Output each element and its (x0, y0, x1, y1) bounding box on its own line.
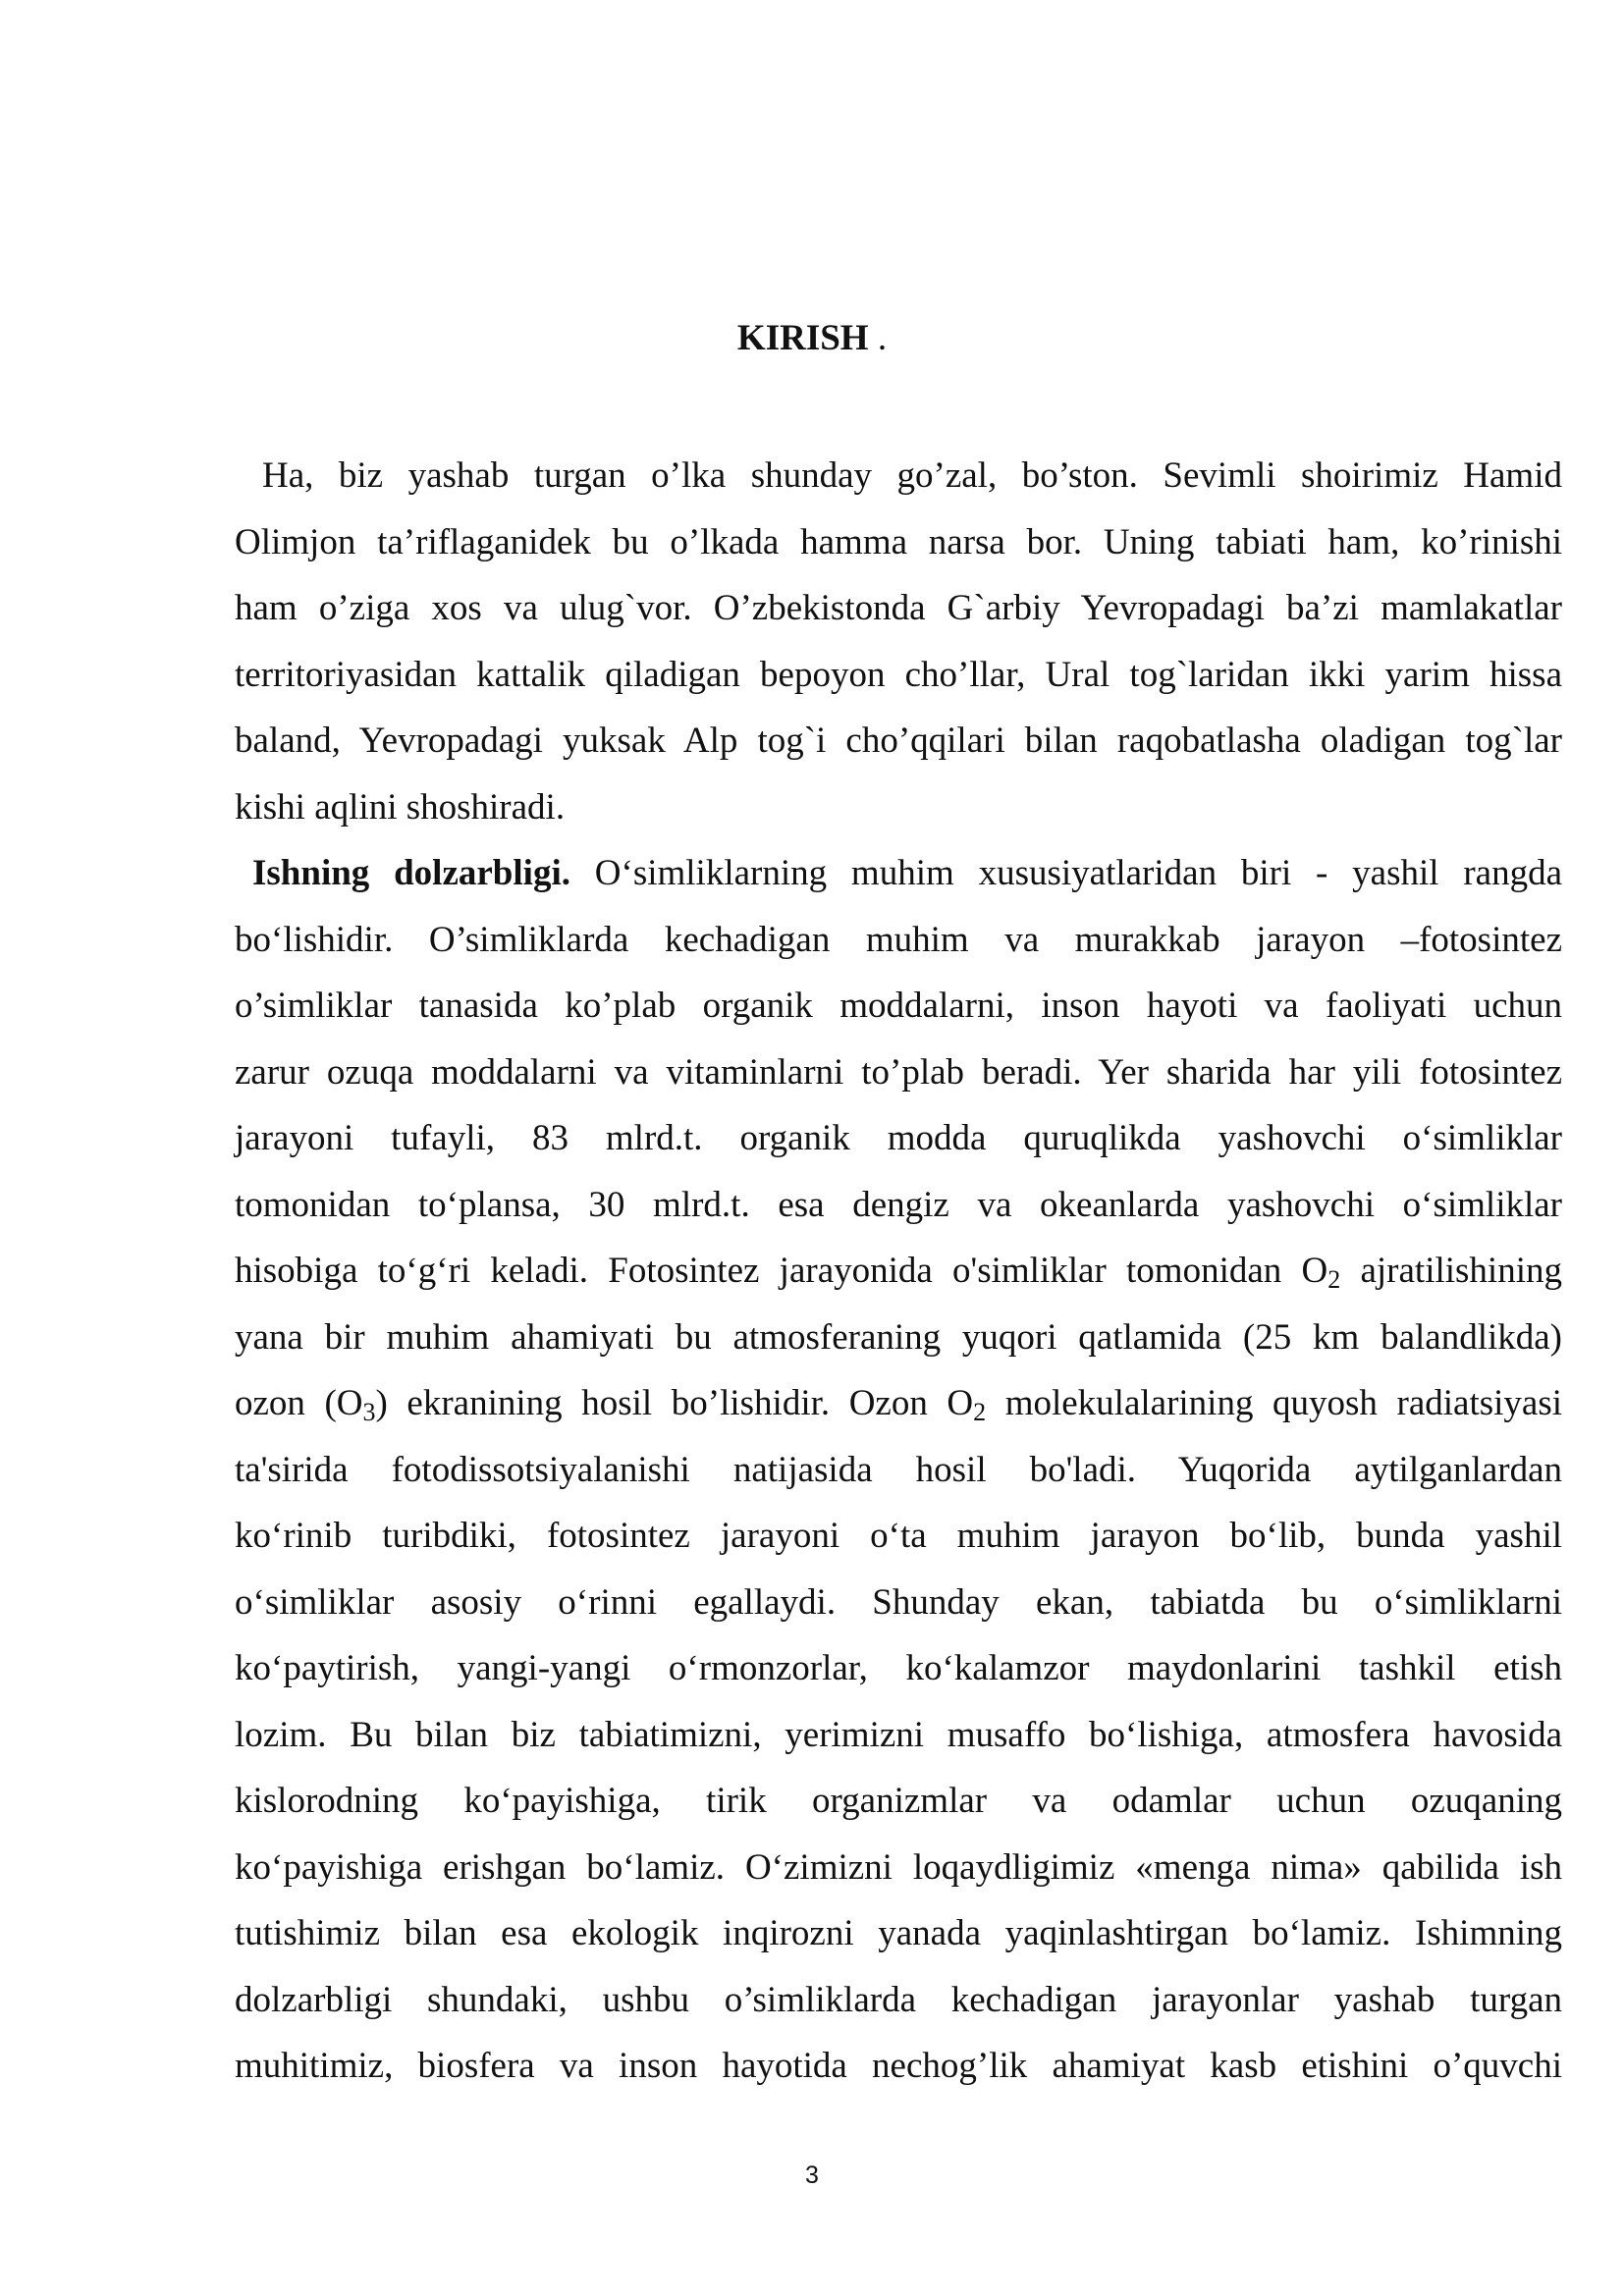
text-line: tomonidan to‘plansa, 30 mlrd.t. esa dengiz va okeanlarda yashovchi o‘simliklar (235, 1184, 1562, 1225)
text-line: o’simliklar tanasida ko’plab organik moddalarni, inson hayoti va faoliyati uchun (235, 986, 1562, 1026)
page-number: 3 (805, 2162, 819, 2189)
section-heading: Ishning dolzarbligi. (252, 853, 570, 893)
text-line: jarayoni tufayli, 83 mlrd.t. organik modda quruqlikda yashovchi o‘simliklar (235, 1118, 1562, 1158)
text-line: kislorodning ko‘payishiga, tirik organizmlar va odamlar uchun ozuqaning (235, 1781, 1562, 1821)
text-line: kishi aqlini shoshiradi. (235, 786, 566, 828)
text-line: ozon $(O_3)$ ekranining hosil bo’lishidir. Ozon $O_2$ molekulalarining quyosh radiatsiyasi (235, 1383, 1562, 1426)
text-line: ko‘paytirish, yangi-yangi o‘rmonzorlar, ko‘kalamzor maydonlarini tashkil etish (235, 1648, 1562, 1688)
page-title (0, 316, 1624, 361)
title-rest: . (868, 318, 888, 358)
text-line: hisobiga to‘g‘ri keladi. Fotosintez jarayonida o'simliklar tomonidan $O_2$ ajratilishining (235, 1251, 1562, 1294)
text-line: yana bir muhim ahamiyati bu atmosferaning yuqori qatlamida (25 km balandlikda) (235, 1316, 1562, 1358)
text-line: ko‘payishiga erishgan bo‘lamiz. O‘zimizni loqaydligimiz «menga nima» qabilida ish (235, 1846, 1562, 1888)
text-line: bo‘lishidir. O’simliklarda kechadigan muhim va murakkab jarayon –fotosintez (235, 919, 1562, 960)
text-line: Ha, biz yashab turgan o’lka shunday go’zal, bo’ston. Sevimli shoirimiz Hamid (262, 455, 1562, 496)
text-line: Olimjon ta’riflaganidek bu o’lkada hamma narsa bor. Uning tabiati ham, ko’rinishi (235, 521, 1562, 562)
text-line: muhitimiz, biosfera va inson hayotida nechog’lik ahamiyat kasb etishini o’quvchi (235, 2046, 1562, 2086)
text-line: territoriyasidan kattalik qiladigan bepoyon cho’llar, Ural tog`laridan ikki yarim hissa (235, 654, 1562, 695)
text-line: baland, Yevropadagi yuksak Alp tog`i cho’qqilari bilan raqobatlasha oladigan tog`lar (235, 721, 1562, 761)
text-line: ham o’ziga xos va ulug`vor. O’zbekistonda G`arbiy Yevropadagi ba’zi mamlakatlar (235, 588, 1562, 628)
text-line: zarur ozuqa moddalarni va vitaminlarni to’plab beradi. Yer sharida har yili fotosintez (235, 1051, 1562, 1093)
text-line: Ishning dolzarbligi. O‘simliklarning muhim xususiyatlaridan biri - yashil rangda (252, 853, 1562, 893)
text-line: dolzarbligi shundaki, ushbu o’simliklarda kechadigan jarayonlar yashab turgan (235, 1979, 1562, 2020)
text-line: o‘simliklar asosiy o‘rinni egallaydi. Shunday ekan, tabiatda bu o‘simliklarni (235, 1581, 1562, 1623)
text-line: ta'sirida fotodissotsiyalanishi natijasida hosil bo'ladi. Yuqorida aytilganlardan (235, 1449, 1562, 1490)
title-bold: KIRISH (736, 318, 869, 358)
text-line: lozim. Bu bilan biz tabiatimizni, yerimizni musaffo bo‘lishiga, atmosfera havosida (235, 1714, 1562, 1755)
body-text (235, 452, 1562, 2109)
text-line: tutishimiz bilan esa ekologik inqirozni yanada yaqinlashtirgan bo‘lamiz. Ishimning (235, 1913, 1562, 1953)
text-line: ko‘rinib turibdiki, fotosintez jarayoni o‘ta muhim jarayon bo‘lib, bunda yashil (235, 1516, 1562, 1556)
